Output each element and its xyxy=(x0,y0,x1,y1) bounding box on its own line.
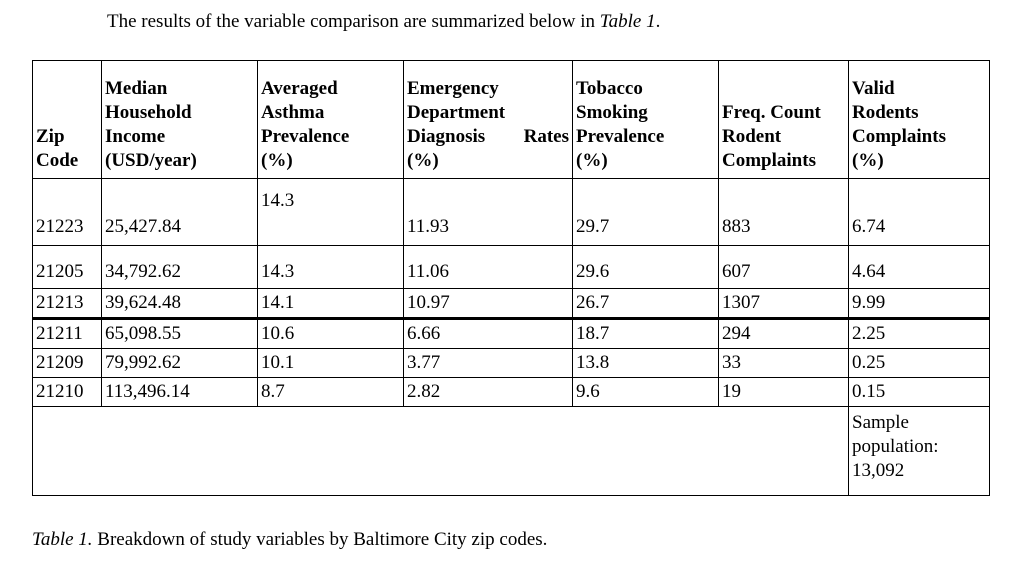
cell-ed-rate: 3.77 xyxy=(404,349,573,378)
header-zip-code: Zip Code xyxy=(33,61,102,179)
table-row xyxy=(33,349,990,378)
table-row xyxy=(33,319,990,349)
cell-asthma: 14.1 xyxy=(258,289,404,319)
cell-valid-rodents: 4.64 xyxy=(849,246,990,289)
table-row xyxy=(33,378,990,407)
cell-rodent-count: 33 xyxy=(719,349,849,378)
cell-tobacco: 9.6 xyxy=(573,378,719,407)
table-row xyxy=(33,246,990,289)
footer-empty-cell xyxy=(33,407,849,496)
cell-asthma: 14.3 xyxy=(258,179,404,246)
cell-ed-rate: 2.82 xyxy=(404,378,573,407)
cell-ed-rate: 10.97 xyxy=(404,289,573,319)
cell-rodent-count: 19 xyxy=(719,378,849,407)
caption-text: Breakdown of study variables by Baltimore City zip codes. xyxy=(92,529,548,550)
cell-zip: 21209 xyxy=(33,349,102,378)
cell-income: 65,098.55 xyxy=(102,319,258,349)
cell-asthma: 8.7 xyxy=(258,378,404,407)
header-median-household-income: Median Household Income (USD/year) xyxy=(102,61,258,179)
cell-valid-rodents: 0.25 xyxy=(849,349,990,378)
cell-income: 34,792.62 xyxy=(102,246,258,289)
cell-tobacco: 13.8 xyxy=(573,349,719,378)
cell-zip: 21210 xyxy=(33,378,102,407)
intro-text: The results of the variable comparison are summarized below in xyxy=(107,11,600,32)
footer-row xyxy=(33,407,990,496)
cell-zip: 21223 xyxy=(33,179,102,246)
caption-label: Table 1. xyxy=(32,529,93,550)
header-tobacco-smoking-prevalence: Tobacco Smoking Prevalence (%) xyxy=(573,61,719,179)
cell-rodent-count: 607 xyxy=(719,246,849,289)
table-row xyxy=(33,289,990,319)
cell-valid-rodents: 2.25 xyxy=(849,319,990,349)
cell-ed-rate: 11.93 xyxy=(404,179,573,246)
cell-zip: 21211 xyxy=(33,319,102,349)
cell-asthma: 10.1 xyxy=(258,349,404,378)
cell-tobacco: 29.6 xyxy=(573,246,719,289)
cell-valid-rodents: 0.15 xyxy=(849,378,990,407)
sample-population-note: Sample population: 13,092 xyxy=(849,407,990,496)
cell-income: 39,624.48 xyxy=(102,289,258,319)
header-asthma-prevalence: Averaged Asthma Prevalence (%) xyxy=(258,61,404,179)
header-freq-count-rodent-complaints: Freq. Count Rodent Complaints xyxy=(719,61,849,179)
intro-table-reference: Table 1 xyxy=(599,11,656,32)
header-emergency-department-diagnosis-rates: Emergency Department Diagnosis Rates (%) xyxy=(404,61,573,179)
header-valid-rodents-complaints: Valid Rodents Complaints (%) xyxy=(849,61,990,179)
cell-zip: 21205 xyxy=(33,246,102,289)
table-row xyxy=(33,179,990,246)
cell-tobacco: 29.7 xyxy=(573,179,719,246)
cell-rodent-count: 1307 xyxy=(719,289,849,319)
cell-rodent-count: 294 xyxy=(719,319,849,349)
table-caption xyxy=(32,528,547,552)
cell-zip: 21213 xyxy=(33,289,102,319)
header-row xyxy=(33,61,990,179)
cell-rodent-count: 883 xyxy=(719,179,849,246)
cell-income: 113,496.14 xyxy=(102,378,258,407)
intro-sentence xyxy=(107,10,660,34)
cell-asthma: 10.6 xyxy=(258,319,404,349)
intro-period: . xyxy=(655,11,661,32)
cell-tobacco: 18.7 xyxy=(573,319,719,349)
cell-valid-rodents: 6.74 xyxy=(849,179,990,246)
cell-ed-rate: 6.66 xyxy=(404,319,573,349)
cell-income: 25,427.84 xyxy=(102,179,258,246)
study-variables-table xyxy=(32,60,990,496)
cell-ed-rate: 11.06 xyxy=(404,246,573,289)
cell-valid-rodents: 9.99 xyxy=(849,289,990,319)
cell-income: 79,992.62 xyxy=(102,349,258,378)
cell-asthma: 14.3 xyxy=(258,246,404,289)
cell-tobacco: 26.7 xyxy=(573,289,719,319)
